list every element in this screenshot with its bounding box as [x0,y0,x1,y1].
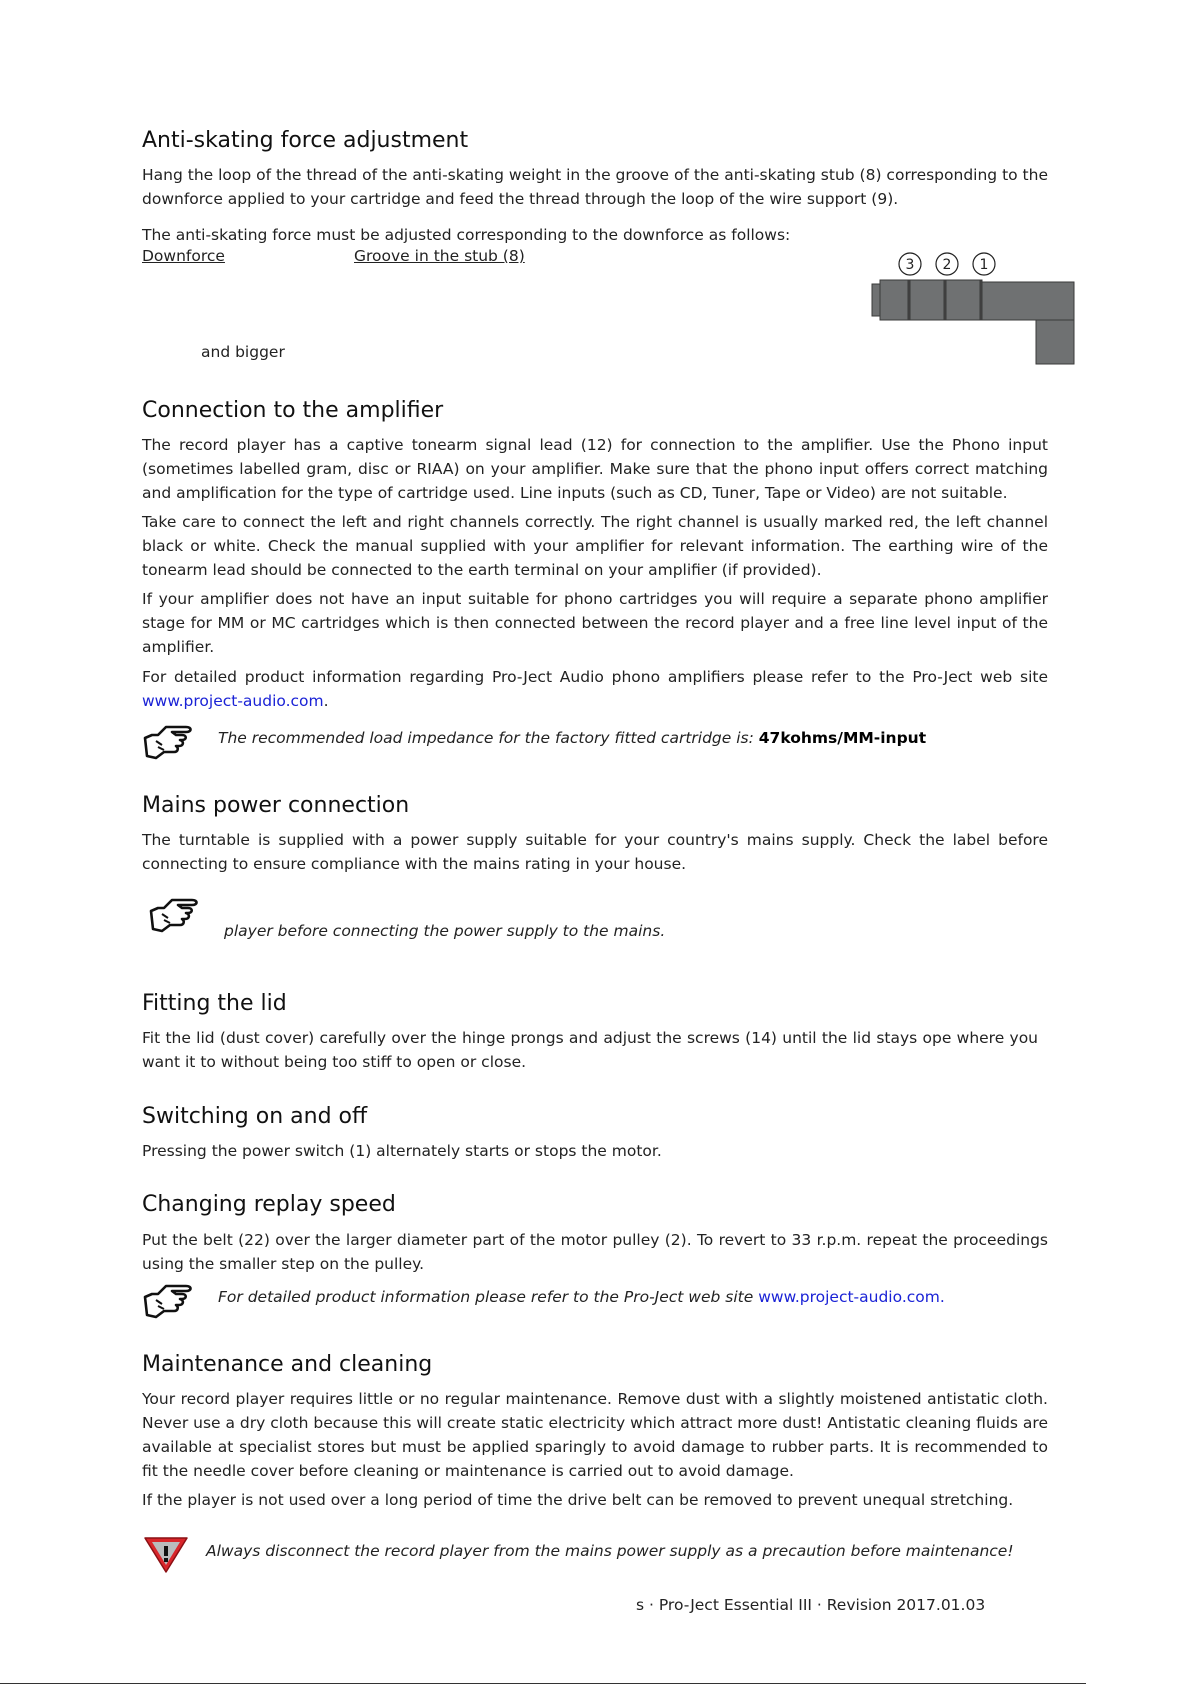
amplifier-paragraph-4-end: . [323,692,329,710]
project-audio-link[interactable]: www.project-audio.com [142,692,324,710]
maintenance-paragraph-2: If the player is not used over a long period of time the drive belt can be removed to prevent unequal stretching. [142,1491,1014,1509]
speed-paragraph-1: Put the belt (22) over the larger diameter part of the motor pulley (2). To revert to 33 r.p.m. repeat the proceedings using the smaller step on the pulley. [142,1231,1048,1273]
switching-heading: Switching on and off [142,1104,368,1129]
pointing-hand-icon [142,1282,196,1324]
load-impedance-value: 47kohms/MM-input [758,729,927,747]
pointing-hand-icon [148,896,202,938]
svg-text:2: 2 [942,257,952,273]
svg-text:1: 1 [979,257,989,273]
amplifier-paragraph-2: Take care to connect the left and right channels correctly. The right channel is usually marked red, the left channel black or white. Check the manual supplied with your amplifier for relevant information. The earthing wire of the tonearm lead should be connected to the earth terminal on your amplifier (if provided). [142,513,1048,579]
bottom-divider [0,1683,1086,1684]
downforce-column-header: Downforce [142,247,225,265]
anti-skating-paragraph-2: The anti-skating force must be adjusted corresponding to the downforce as follows: [142,226,791,244]
speed-note-text: For detailed product information please refer to the Pro-Ject web site [218,1288,759,1306]
maintenance-heading: Maintenance and cleaning [142,1352,433,1377]
anti-skating-stub-diagram [870,250,1076,366]
switching-paragraph-1: Pressing the power switch (1) alternately starts or stops the motor. [142,1142,662,1160]
mains-paragraph-1: The turntable is supplied with a power supply suitable for your country's mains supply. Check the label before connecting to ensure compliance with the mains rating in your house. [142,831,1048,873]
stub-shape [872,280,1074,364]
amplifier-heading: Connection to the amplifier [142,398,444,423]
amplifier-paragraph-4-text: For detailed product information regarding Pro-Ject Audio phono amplifiers please refer to the Pro-Ject web site [142,668,1048,686]
mains-heading: Mains power connection [142,793,410,818]
speed-note [218,1288,945,1306]
project-audio-link[interactable]: www.project-audio.com. [758,1288,945,1306]
lid-paragraph-1: Fit the lid (dust cover) carefully over the hinge prongs and adjust the screws (14) until the lid stays ope where you want it to without being too stiff to open or close. [142,1029,1038,1071]
lid-heading: Fitting the lid [142,991,287,1016]
warning-icon [143,1535,189,1579]
amplifier-paragraph-1: The record player has a captive tonearm signal lead (12) for connection to the amplifier. Use the Phono input (sometimes labelled gram, disc or RIAA) on your amplifier. Make sure that the phono input offers correct matching and amplification for the type of cartridge used. Line inputs (such as CD, Tuner, Tape or Video) are not suitable. [142,436,1048,502]
groove-number-2-icon [936,253,958,275]
mains-note: player before connecting the power supply to the mains. [224,922,666,940]
anti-skating-paragraph-1: Hang the loop of the thread of the anti-skating weight in the groove of the anti-skating stub (8) corresponding to the downforce applied to your cartridge and feed the thread through the loop of the wire support (9). [142,166,1048,208]
amplifier-paragraph-3: If your amplifier does not have an input suitable for phono cartridges you will require a separate phono amplifier stage for MM or MC cartridges which is then connected between the record player and a free line level input of the amplifier. [142,590,1048,656]
groove-number-3-icon [899,253,921,275]
maintenance-paragraph-1: Your record player requires little or no regular maintenance. Remove dust with a slightly moistened antistatic cloth. Never use a dry cloth because this will create static electricity which attract more dust! Antistatic cleaning fluids are available at specialist stores but must be applied sparingly to avoid damage to rubber parts. It is recommended to fit the needle cover before cleaning or maintenance is carried out to avoid damage. [142,1390,1048,1480]
pointing-hand-icon [142,723,196,765]
svg-text:3: 3 [905,257,915,273]
load-impedance-note [218,729,926,747]
page-footer: s · Pro-Ject Essential III · Revision 2017.01.03 [636,1596,986,1614]
amplifier-paragraph-4 [142,665,1048,713]
load-impedance-note-text: The recommended load impedance for the factory fitted cartridge is: [218,729,759,747]
downforce-row-last: and bigger [201,343,285,361]
groove-column-header: Groove in the stub (8) [354,247,525,265]
speed-heading: Changing replay speed [142,1192,396,1217]
anti-skating-heading: Anti-skating force adjustment [142,128,469,153]
groove-number-1-icon [973,253,995,275]
maintenance-warning: Always disconnect the record player from the mains power supply as a precaution before maintenance! [206,1542,1014,1560]
